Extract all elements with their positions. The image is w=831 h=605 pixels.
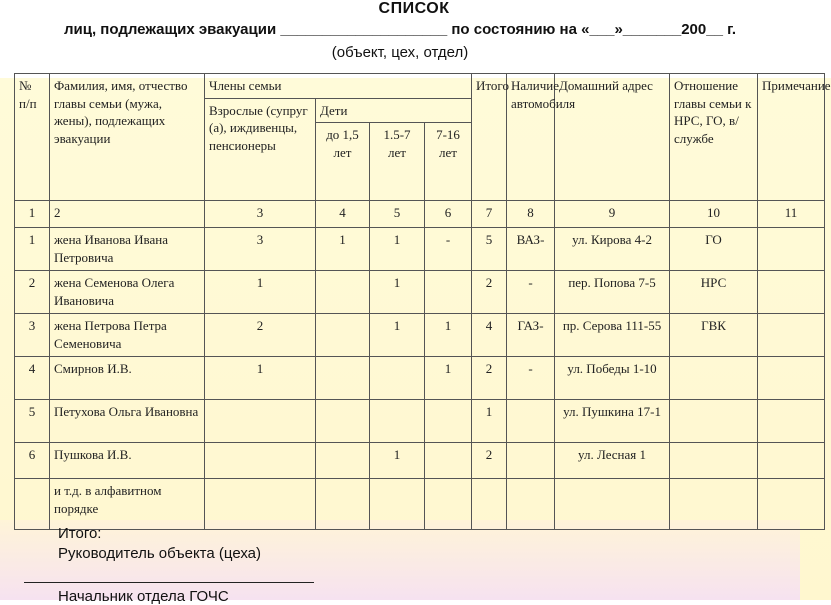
table-row bbox=[15, 400, 825, 443]
row-num: 3 bbox=[15, 314, 50, 357]
row-name: и т.д. в алфавитном порядке bbox=[50, 479, 205, 530]
col-number: 7 bbox=[472, 201, 507, 228]
row-total: 2 bbox=[472, 443, 507, 479]
header-note: Примечание bbox=[758, 74, 825, 201]
document-title: СПИСОК bbox=[378, 0, 450, 17]
col-number: 2 bbox=[50, 201, 205, 228]
row-age-2 bbox=[370, 400, 425, 443]
row-num: 4 bbox=[15, 357, 50, 400]
header-car: Наличие автомобиля bbox=[507, 74, 555, 201]
row-note bbox=[758, 314, 825, 357]
row-total: 1 bbox=[472, 400, 507, 443]
header-name: Фамилия, имя, отчество главы семьи (мужа, жены), подлежащих эвакуации bbox=[50, 74, 205, 201]
row-total: 2 bbox=[472, 271, 507, 314]
row-age-1 bbox=[316, 271, 370, 314]
col-number: 3 bbox=[205, 201, 316, 228]
row-note bbox=[758, 271, 825, 314]
header-age-3: 7-16 лет bbox=[425, 123, 472, 201]
row-car: ГАЗ- bbox=[507, 314, 555, 357]
row-adults: 3 bbox=[205, 228, 316, 271]
row-note bbox=[758, 443, 825, 479]
row-adults: 1 bbox=[205, 357, 316, 400]
table-row bbox=[15, 228, 825, 271]
row-address: ул. Победы 1-10 bbox=[555, 357, 670, 400]
row-adults bbox=[205, 443, 316, 479]
row-age-3: 1 bbox=[425, 314, 472, 357]
row-car bbox=[507, 443, 555, 479]
row-note bbox=[758, 400, 825, 443]
table-row bbox=[15, 479, 825, 530]
row-name: жена Петрова Петра Семеновича bbox=[50, 314, 205, 357]
table-body bbox=[15, 201, 825, 530]
document-subtitle-note: (объект, цех, отдел) bbox=[331, 44, 469, 61]
table-row bbox=[15, 357, 825, 400]
row-relation bbox=[670, 400, 758, 443]
row-address: ул. Лесная 1 bbox=[555, 443, 670, 479]
col-number: 9 bbox=[555, 201, 670, 228]
row-age-2: 1 bbox=[370, 271, 425, 314]
footer-chief: Начальник отдела ГОЧС bbox=[58, 588, 229, 605]
footer-head: Руководитель объекта (цеха) bbox=[58, 545, 261, 562]
row-relation bbox=[670, 443, 758, 479]
header-adults: Взрослые (супруг (а), иждивенцы, пенсионеры bbox=[205, 98, 316, 201]
row-age-2: 1 bbox=[370, 228, 425, 271]
header-age-1: до 1,5 лет bbox=[316, 123, 370, 201]
row-car: ВАЗ- bbox=[507, 228, 555, 271]
header-relation: Отношение главы семьи к НРС, ГО, в/службе bbox=[670, 74, 758, 201]
row-adults: 1 bbox=[205, 271, 316, 314]
document-subtitle: лиц, подлежащих эвакуации ____________________ по состоянию на «___»_______200__ г. bbox=[64, 21, 736, 38]
row-age-3: 1 bbox=[425, 357, 472, 400]
col-number: 8 bbox=[507, 201, 555, 228]
row-name: жена Иванова Ивана Петровича bbox=[50, 228, 205, 271]
row-relation: ГО bbox=[670, 228, 758, 271]
row-age-1 bbox=[316, 443, 370, 479]
footer-total: Итого: bbox=[58, 525, 102, 542]
row-age-2: 1 bbox=[370, 443, 425, 479]
row-num: 5 bbox=[15, 400, 50, 443]
row-num: 1 bbox=[15, 228, 50, 271]
row-num: 2 bbox=[15, 271, 50, 314]
row-total: 5 bbox=[472, 228, 507, 271]
col-number: 6 bbox=[425, 201, 472, 228]
row-note bbox=[758, 228, 825, 271]
row-age-3 bbox=[425, 271, 472, 314]
row-age-3: - bbox=[425, 228, 472, 271]
row-age-1: 1 bbox=[316, 228, 370, 271]
row-age-1 bbox=[316, 400, 370, 443]
header-age-2: 1.5-7 лет bbox=[370, 123, 425, 201]
row-name: Смирнов И.В. bbox=[50, 357, 205, 400]
row-car: - bbox=[507, 357, 555, 400]
row-relation: ГВК bbox=[670, 314, 758, 357]
col-number: 11 bbox=[758, 201, 825, 228]
table-header bbox=[15, 74, 831, 201]
row-age-3 bbox=[425, 443, 472, 479]
row-address: ул. Кирова 4-2 bbox=[555, 228, 670, 271]
header-family: Члены семьи bbox=[205, 74, 472, 99]
header-num: № п/п bbox=[15, 74, 50, 201]
evacuation-table bbox=[14, 73, 831, 530]
col-number: 4 bbox=[316, 201, 370, 228]
table-row bbox=[15, 443, 825, 479]
header-address: Домашний адрес bbox=[555, 74, 670, 201]
row-name: Пушкова И.В. bbox=[50, 443, 205, 479]
header-total: Итого bbox=[472, 74, 507, 201]
column-numbers-row bbox=[15, 201, 825, 228]
row-age-1 bbox=[316, 314, 370, 357]
row-name: жена Семенова Олега Ивановича bbox=[50, 271, 205, 314]
row-num bbox=[15, 479, 50, 530]
row-age-3 bbox=[425, 400, 472, 443]
row-num: 6 bbox=[15, 443, 50, 479]
row-note bbox=[758, 357, 825, 400]
col-number: 5 bbox=[370, 201, 425, 228]
row-address: пер. Попова 7-5 bbox=[555, 271, 670, 314]
row-total: 2 bbox=[472, 357, 507, 400]
table-row bbox=[15, 314, 825, 357]
row-name: Петухова Ольга Ивановна bbox=[50, 400, 205, 443]
header-children: Дети bbox=[316, 98, 472, 123]
row-age-2: 1 bbox=[370, 314, 425, 357]
col-number: 1 bbox=[15, 201, 50, 228]
table-row bbox=[15, 271, 825, 314]
row-adults bbox=[205, 400, 316, 443]
col-number: 10 bbox=[670, 201, 758, 228]
row-age-1 bbox=[316, 357, 370, 400]
row-total: 4 bbox=[472, 314, 507, 357]
row-car bbox=[507, 400, 555, 443]
row-address: ул. Пушкина 17-1 bbox=[555, 400, 670, 443]
row-car: - bbox=[507, 271, 555, 314]
row-relation: НРС bbox=[670, 271, 758, 314]
row-address: пр. Серова 111-55 bbox=[555, 314, 670, 357]
row-adults: 2 bbox=[205, 314, 316, 357]
row-relation bbox=[670, 357, 758, 400]
row-age-2 bbox=[370, 357, 425, 400]
signature-line bbox=[24, 582, 314, 583]
